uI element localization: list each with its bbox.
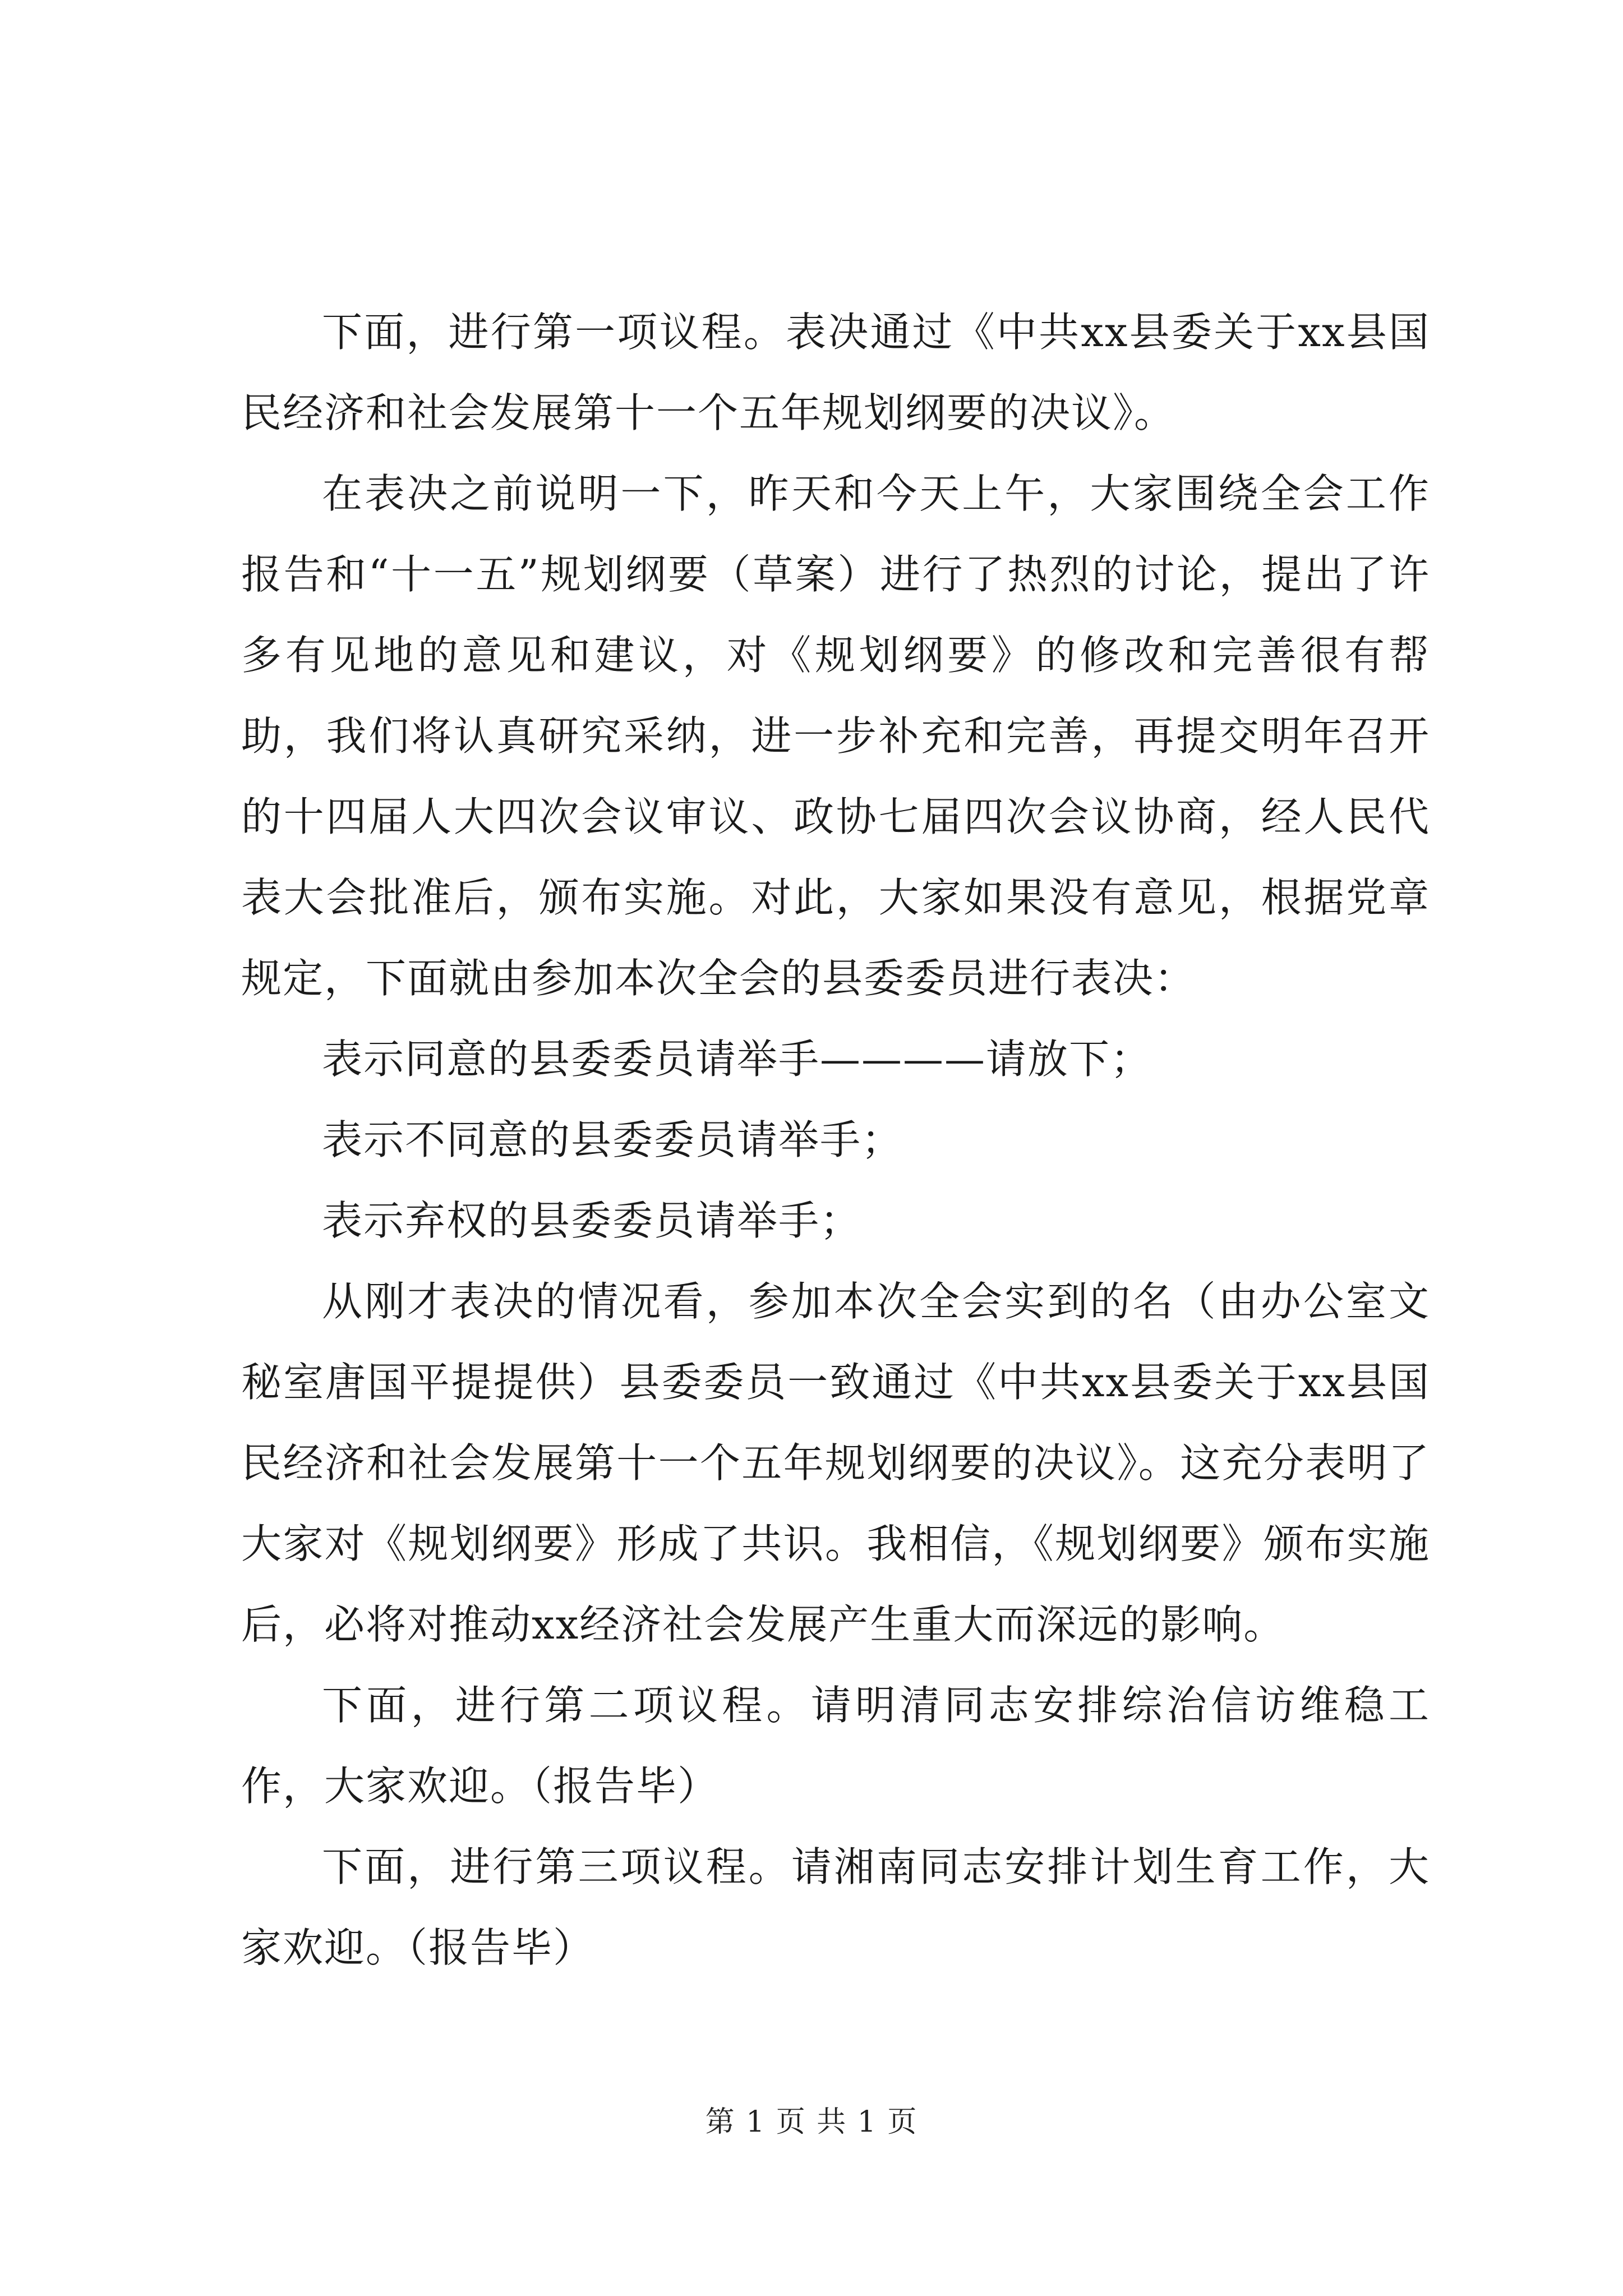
paragraph-agenda-1: 下面，进行第一项议程。表决通过《中共xx县委关于xx县国民经济和社会发展第十一个五年规划纲要的决议》。 [241, 309, 1430, 436]
paragraph-agenda-2: 下面，进行第二项议程。请明清同志安排综治信访维稳工作，大家欢迎。（报告毕） [241, 1682, 1430, 1810]
paragraph-explanation: 在表决之前说明一下，昨天和今天上午，大家围绕全会工作报告和“十一五”规划纲要（草案）进行了热烈的讨论，提出了许多有见地的意见和建议，对《规划纲要》的修改和完善很有帮助，我们将认真研究采纳，进一步补充和完善，再提交明年召开的十四届人大四次会议审议、政协七届四次会议协商，经人民代表大会批准后，颁布实施。对此，大家如果没有意见，根据党章规定，下面就由参加本次全会的县委委员进行表决： [241, 470, 1430, 1002]
paragraph-vote-disagree: 表示不同意的县委委员请举手； [322, 1116, 903, 1163]
paragraph-vote-abstain: 表示弃权的县委委员请举手； [322, 1197, 862, 1244]
paragraph-vote-result: 从刚才表决的情况看，参加本次全会实到的名（由办公室文秘室唐国平提提供）县委委员一致通过《中共xx县委关于xx县国民经济和社会发展第十一个五年规划纲要的决议》。这充分表明了大家对《规划纲要》形成了共识。我相信，《规划纲要》颁布实施后，必将对推动xx经济社会发展产生重大而深远的影响。 [241, 1278, 1430, 1648]
paragraph-vote-agree: 表示同意的县委委员请举手————请放下； [322, 1036, 1152, 1083]
document-body [241, 292, 1430, 1988]
page-number-footer: 第 1 页 共 1 页 [705, 2105, 918, 2139]
paragraph-agenda-3: 下面，进行第三项议程。请湘南同志安排计划生育工作，大家欢迎。（报告毕） [241, 1843, 1430, 1971]
